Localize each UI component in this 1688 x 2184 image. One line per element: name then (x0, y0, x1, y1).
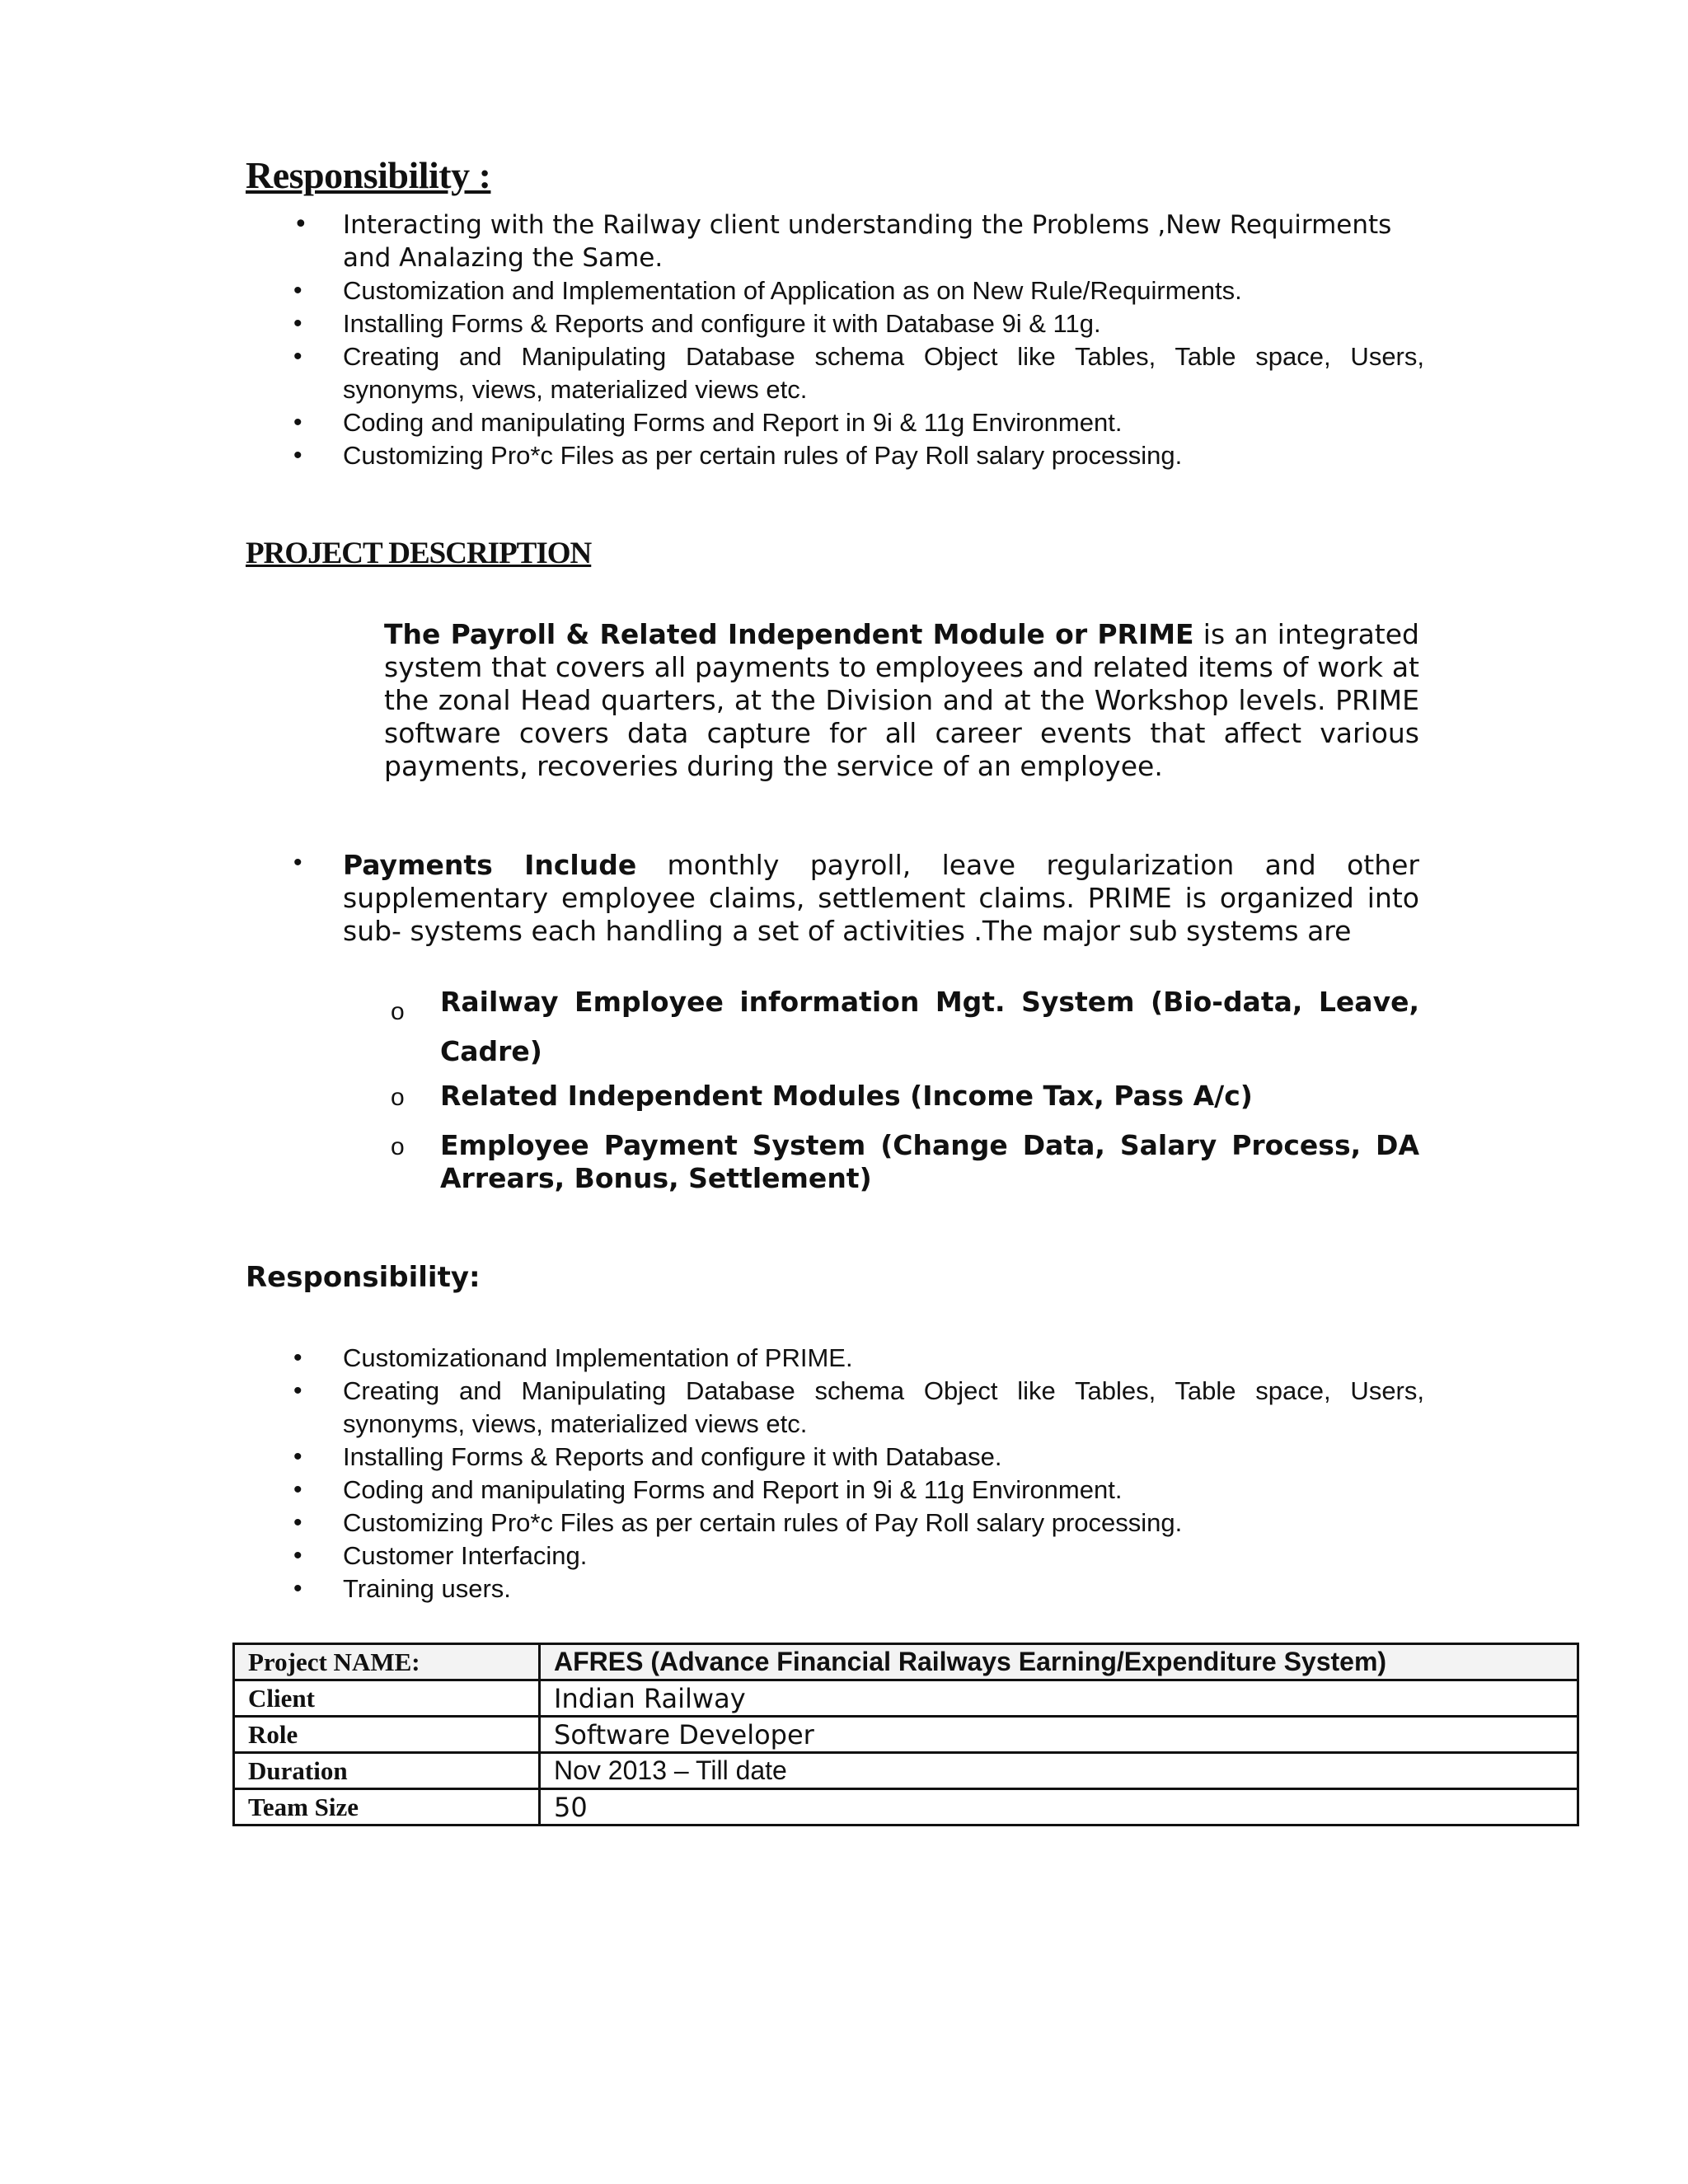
responsibility-list (246, 209, 1424, 472)
list-item: • Creating and Manipulating Database schema Object like Tables, Table space, Users, synonyms, views, materialized views etc. (293, 1376, 1424, 1438)
project-description-heading: PROJECT DESCRIPTION (246, 537, 592, 570)
payments-item: • Payments Include monthly payroll, leave regularization and other supplementary employee claims, settlement claims. PRIME is organized into sub- systems each handling a set of activities .The major sub systems are (293, 849, 1419, 947)
responsibility-heading: Responsibility : (246, 154, 491, 196)
list-item: • Installing Forms & Reports and configure it with Database 9i & 11g. (293, 309, 1101, 338)
list-item: • Training users. (293, 1574, 511, 1603)
list-item: o Railway Employee information Mgt. System (Bio-data, Leave, Cadre) (391, 986, 1419, 1067)
responsibility-list-2 (246, 1342, 1424, 1605)
list-item: • Creating and Manipulating Database schema Object like Tables, Table space, Users, synonyms, views, materialized views etc. (293, 342, 1424, 404)
list-item: • Customizationand Implementation of PRIME. (293, 1343, 853, 1372)
table-key: Role (234, 1717, 540, 1753)
list-item: o Related Independent Modules (Income Tax, Pass A/c) (391, 1080, 1253, 1112)
table-value: 50 (540, 1789, 1578, 1825)
table-value: Indian Railway (540, 1680, 1578, 1717)
list-item: • Coding and manipulating Forms and Report in 9i & 11g Environment. (293, 1475, 1123, 1504)
table-key: Duration (234, 1753, 540, 1789)
subsystem-list (391, 977, 1419, 1195)
list-item: • Coding and manipulating Forms and Report in 9i & 11g Environment. (293, 408, 1123, 437)
table-value: Software Developer (540, 1717, 1578, 1753)
list-item: • Customer Interfacing. (293, 1541, 588, 1570)
project-details-table (232, 1643, 1579, 1826)
responsibility-heading-2: Responsibility: (246, 1261, 481, 1294)
table-value: Nov 2013 – Till date (540, 1753, 1578, 1789)
list-item: • Customizing Pro*c Files as per certain rules of Pay Roll salary processing. (293, 1508, 1183, 1537)
list-item: • Customization and Implementation of Application as on New Rule/Requirments. (293, 276, 1242, 305)
table-row (234, 1680, 1578, 1717)
table-row (234, 1789, 1578, 1825)
list-item: • Interacting with the Railway client understanding the Problems ,New Requirments and Analazing the Same. (293, 210, 1392, 273)
table-row (234, 1644, 1578, 1680)
table-row (234, 1753, 1578, 1789)
list-item: • Customizing Pro*c Files as per certain rules of Pay Roll salary processing. (293, 441, 1183, 470)
project-description-paragraph: The Payroll & Related Independent Module or PRIME is an integrated system that covers all payments to employees and related items of work at the zonal Head quarters, at the Division and at the Workshop levels. PRIME software covers data capture for all career events that affect various payments, recoveries during the service of an employee. (384, 618, 1419, 782)
table-value: AFRES (Advance Financial Railways Earning/Expenditure System) (540, 1644, 1578, 1680)
table-key: Team Size (234, 1789, 540, 1825)
table-key: Project NAME: (234, 1644, 540, 1680)
list-item: • Installing Forms & Reports and configure it with Database. (293, 1442, 1002, 1471)
table-row (234, 1717, 1578, 1753)
prime-title: The Payroll & Related Independent Module or PRIME (384, 618, 1194, 650)
table-key: Client (234, 1680, 540, 1717)
list-item: o Employee Payment System (Change Data, Salary Process, DA Arrears, Bonus, Settlement) (391, 1129, 1419, 1194)
